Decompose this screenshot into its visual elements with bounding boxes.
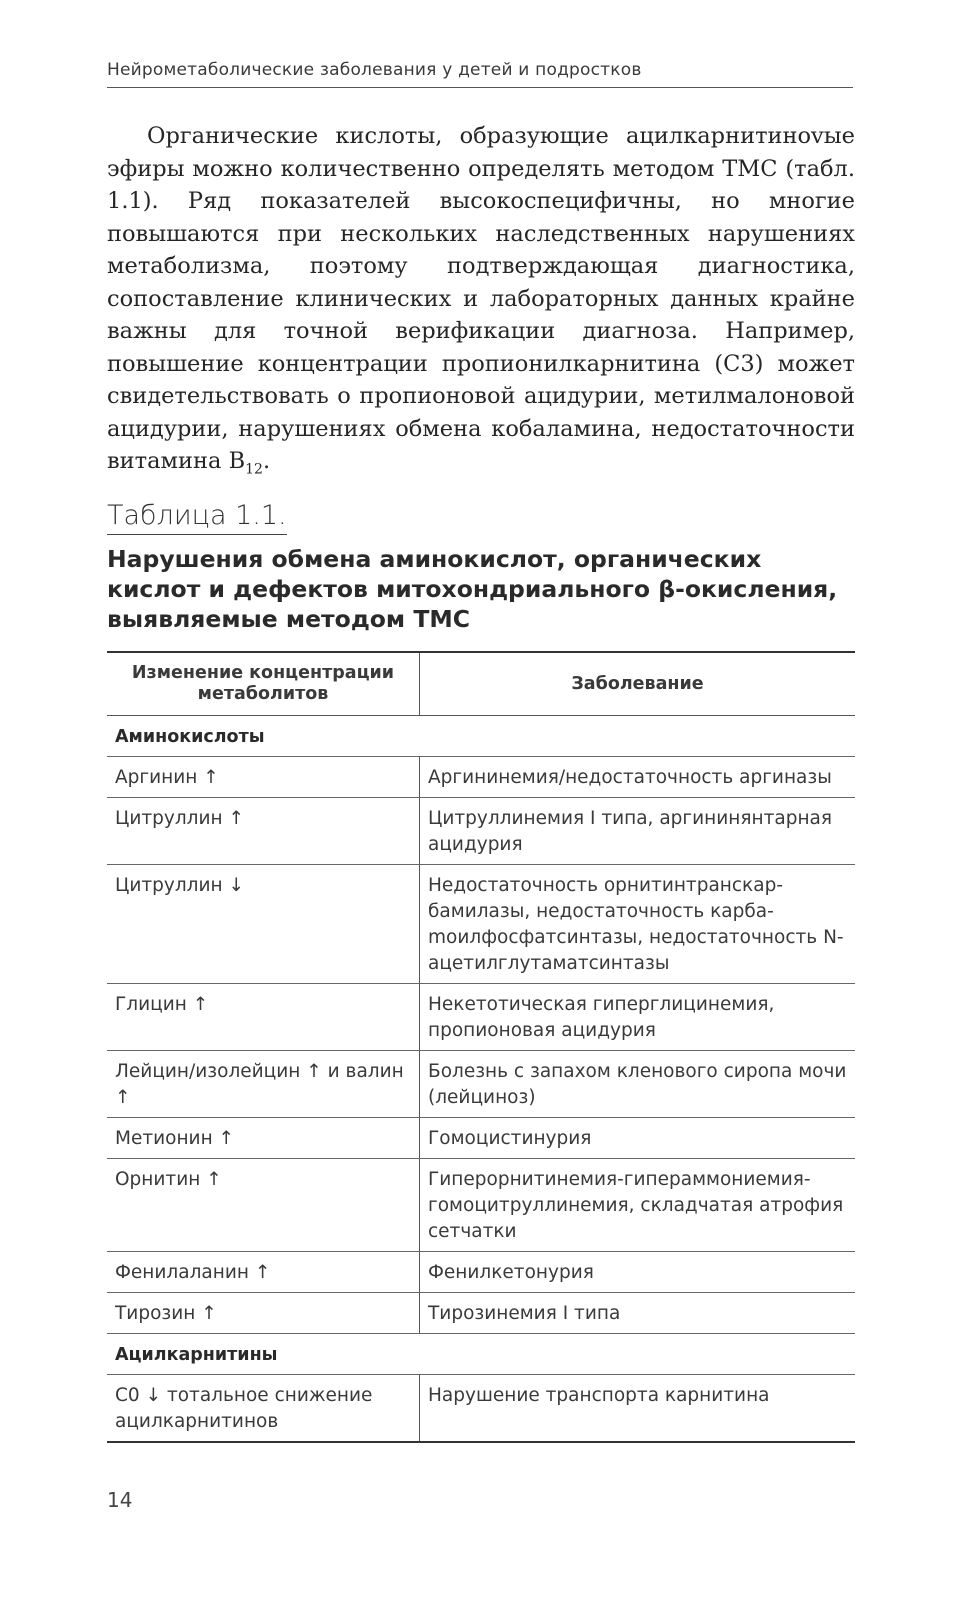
metabolite-cell: Орнитин ↑ <box>107 1159 420 1252</box>
vitamin-subscript: 12 <box>245 461 263 478</box>
disease-cell: Нарушение транспорта карнитина <box>420 1375 856 1443</box>
metabolite-cell: Лейцин/изолейцин ↑ и валин ↑ <box>107 1051 420 1118</box>
table-row <box>107 1159 855 1252</box>
table-row <box>107 1252 855 1293</box>
disease-cell: Цитруллинемия I типа, аргининянтарная ацидурия <box>420 798 856 865</box>
disease-cell: Тирозинемия I типа <box>420 1293 856 1334</box>
paragraph-end: . <box>262 448 271 474</box>
table-row <box>107 984 855 1051</box>
section-acylcarnitines: Ацилкарнитины <box>107 1334 855 1375</box>
header-disease: Заболевание <box>420 652 856 716</box>
metabolite-cell: Цитруллин ↑ <box>107 798 420 865</box>
metabolite-cell: Фенилаланин ↑ <box>107 1252 420 1293</box>
table-row <box>107 757 855 798</box>
body-paragraph <box>107 120 855 478</box>
table-row <box>107 1051 855 1118</box>
metabolite-cell: C0 ↓ тотальное снижение ацилкарнитинов <box>107 1375 420 1443</box>
section-row <box>107 716 855 757</box>
disease-cell: Недостаточность орнитинтранскарбамилазы, недостаточность карбаmоилфосфатсинтазы, недостаточность N-ацетилглутаматсинтазы <box>420 865 856 984</box>
metabolite-table <box>107 651 855 1443</box>
metabolite-cell: Аргинин ↑ <box>107 757 420 798</box>
metabolite-cell: Метионин ↑ <box>107 1118 420 1159</box>
running-head: Нейрометаболические заболевания у детей и подростков <box>107 60 853 88</box>
table-row <box>107 1118 855 1159</box>
header-metabolites: Изменение концентрации метаболитов <box>107 652 420 716</box>
table-row <box>107 865 855 984</box>
disease-cell: Болезнь с запахом кленового сиропа мочи (лейциноз) <box>420 1051 856 1118</box>
table-caption: Нарушения обмена аминокислот, органических кислот и дефектов митохондриального β-окисления, выявляемые методом ТМС <box>107 545 838 633</box>
disease-cell: Фенилкетонурия <box>420 1252 856 1293</box>
table-row <box>107 798 855 865</box>
table-label: Таблица 1.1. <box>107 500 287 535</box>
disease-cell: Некетотическая гиперглицинемия, пропионовая ацидурия <box>420 984 856 1051</box>
paragraph-text: Органические кислоты, образующие ацилкарнитиноvые эфиры можно количественно определять методом ТМС (табл. 1.1). Ряд показателей высокоспецифичны, но многие повышаются при нескольких наследственных нарушениях метаболизма, поэтому подтверждающая диагностика, сопоставление клинических и лабораторных данных крайне важны для точной верификации диагноза. Например, повышение концентрации пропионилкарнитина (С3) может свидетельствовать о пропионовой ацидурии, метилмалоновой ацидурии, нарушениях обмена кобаламина, недостаточности витамина B <box>107 123 855 474</box>
disease-cell: Гомоцистинурия <box>420 1118 856 1159</box>
disease-cell: Аргининемия/недостаточность аргиназы <box>420 757 856 798</box>
table-row <box>107 1293 855 1334</box>
table-header-row <box>107 652 855 716</box>
metabolite-cell: Цитруллин ↓ <box>107 865 420 984</box>
metabolite-cell: Глицин ↑ <box>107 984 420 1051</box>
disease-cell: Гиперорнитинемия-гипераммониемия-гомоцитруллинемия, складчатая атрофия сетчатки <box>420 1159 856 1252</box>
section-row <box>107 1334 855 1375</box>
page-number: 14 <box>107 1488 133 1512</box>
section-amino-acids: Аминокислоты <box>107 716 855 757</box>
metabolite-cell: Тирозин ↑ <box>107 1293 420 1334</box>
table-row <box>107 1375 855 1443</box>
